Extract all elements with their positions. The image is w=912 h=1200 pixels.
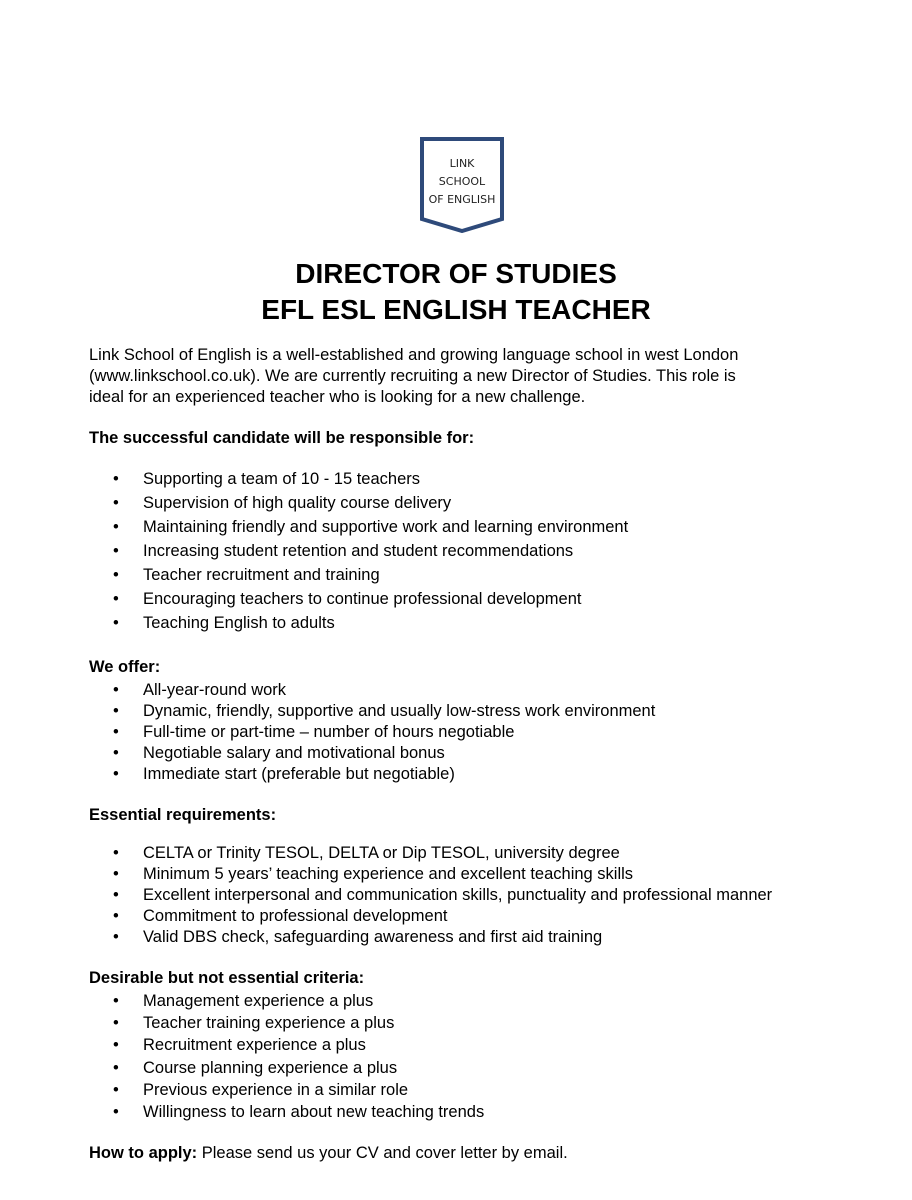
list-item: • Course planning experience a plus: [0, 1057, 484, 1079]
list-item: • Recruitment experience a plus: [0, 1034, 484, 1056]
desirable-heading: Desirable but not essential criteria:: [89, 969, 365, 987]
list-item: • Valid DBS check, safeguarding awareness and first aid training: [0, 927, 772, 948]
requirements-list: [0, 843, 772, 948]
list-item: • Willingness to learn about new teaching trends: [0, 1101, 484, 1123]
list-item: • CELTA or Trinity TESOL, DELTA or Dip TESOL, university degree: [0, 843, 772, 864]
offer-heading: We offer:: [89, 658, 161, 676]
page-title: [0, 256, 912, 328]
intro-line-1: Link School of English is a well-established and growing language school in west London: [89, 346, 739, 364]
how-to-apply-label: How to apply:: [89, 1144, 198, 1162]
list-item: • Maintaining friendly and supportive work and learning environment: [0, 515, 628, 539]
list-item: • Immediate start (preferable but negotiable): [0, 764, 655, 785]
list-item: • Supervision of high quality course delivery: [0, 491, 628, 515]
list-item: • Dynamic, friendly, supportive and usually low-stress work environment: [0, 701, 655, 722]
responsibilities-list: [0, 467, 628, 635]
list-item: • Supporting a team of 10 - 15 teachers: [0, 467, 628, 491]
logo-line-2: SCHOOL: [438, 175, 486, 188]
how-to-apply: [89, 1143, 568, 1164]
list-item: • Excellent interpersonal and communication skills, punctuality and professional manner: [0, 885, 772, 906]
list-item: • Negotiable salary and motivational bonus: [0, 743, 655, 764]
list-item: • Teacher recruitment and training: [0, 563, 628, 587]
list-item: • Teacher training experience a plus: [0, 1012, 484, 1034]
requirements-heading: Essential requirements:: [89, 806, 277, 824]
desirable-list: [0, 990, 484, 1123]
list-item: • Full-time or part-time – number of hours negotiable: [0, 722, 655, 743]
list-item: • All-year-round work: [0, 680, 655, 701]
list-item: • Management experience a plus: [0, 990, 484, 1012]
how-to-apply-text: Please send us your CV and cover letter by email.: [197, 1144, 568, 1162]
title-line-1: DIRECTOR OF STUDIES: [295, 258, 617, 289]
offer-list: [0, 680, 655, 785]
list-item: • Previous experience in a similar role: [0, 1079, 484, 1101]
intro-line-2: (www.linkschool.co.uk). We are currently recruiting a new Director of Studies. This role is: [89, 367, 736, 385]
intro-line-3: ideal for an experienced teacher who is looking for a new challenge.: [89, 388, 586, 406]
title-line-2: EFL ESL ENGLISH TEACHER: [261, 294, 651, 325]
responsibilities-heading: The successful candidate will be responsible for:: [89, 429, 475, 447]
list-item: • Encouraging teachers to continue professional development: [0, 587, 628, 611]
logo-line-1: LINK: [449, 157, 475, 170]
logo-line-3: OF ENGLISH: [428, 193, 496, 206]
list-item: • Teaching English to adults: [0, 611, 628, 635]
list-item: • Increasing student retention and student recommendations: [0, 539, 628, 563]
intro-paragraph: [89, 345, 829, 408]
list-item: • Minimum 5 years’ teaching experience and excellent teaching skills: [0, 864, 772, 885]
list-item: • Commitment to professional development: [0, 906, 772, 927]
school-logo: [419, 137, 505, 233]
